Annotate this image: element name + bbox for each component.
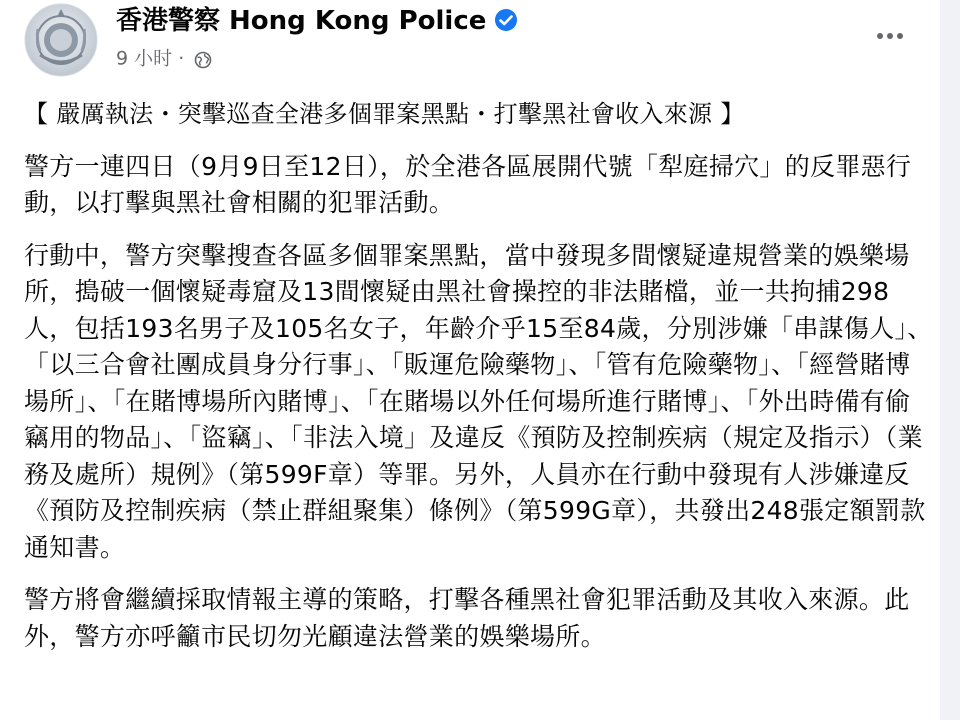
post-header [24, 0, 924, 80]
more-options-dot [897, 33, 903, 39]
more-options-dot [887, 33, 893, 39]
police-logo-icon [24, 3, 98, 77]
page-avatar[interactable] [24, 3, 98, 77]
post-headline: 【 嚴厲執法・突擊巡查全港多個罪案黑點・打擊黑社會收入來源 】 [24, 100, 745, 128]
page-background-strip [940, 0, 960, 720]
post-paragraph-3: 警方將會繼續採取情報主導的策略，打擊各種黑社會犯罪活動及其收入來源。此外，警方亦呼籲市民切勿光顧違法營業的娛樂場所。 [24, 585, 910, 651]
post-meta [116, 44, 212, 73]
more-options-icon [877, 33, 883, 39]
post-paragraph-2: 行動中，警方突擊搜查各區多個罪案黑點，當中發現多間懷疑違規營業的娛樂場所，搗破一個懷疑毒窟及13間懷疑由黑社會操控的非法賭檔，並一共拘捕298人，包括193名男子及105名女子，年齡介乎15至84歲，分別涉嫌「串謀傷人」、「以三合會社團成員身分行事」、「販運危險藥物」、「管有危險藥物」、「經營賭博場所」、「在賭博場所內賭博」、「在賭場以外任何場所進行賭博」、「外出時備有偷竊用的物品」、「盜竊」、「非法入境」及違反《預防及控制疾病（規定及指示）（業務及處所）規例》（第599F章）等罪。另外，人員亦在行動中發現有人涉嫌違反《預防及控制疾病（禁止群組聚集）條例》（第599G章），共發出248張定額罰款通知書。 [24, 240, 933, 562]
page-name-link[interactable]: 香港警察 Hong Kong Police [116, 6, 487, 36]
more-options-button[interactable] [870, 22, 910, 50]
post-paragraph-1: 警方一連四日（9月9日至12日），於全港各區展開代號「犁庭掃穴」的反罪惡行動，以打擊與黑社會相關的犯罪活動。 [24, 151, 912, 217]
verified-badge-icon [494, 7, 518, 31]
page-name-row [116, 4, 518, 38]
globe-icon[interactable] [194, 49, 212, 67]
post-timestamp[interactable]: 9 小时 [116, 47, 173, 70]
meta-separator: · [178, 47, 185, 70]
post-text [24, 96, 934, 671]
